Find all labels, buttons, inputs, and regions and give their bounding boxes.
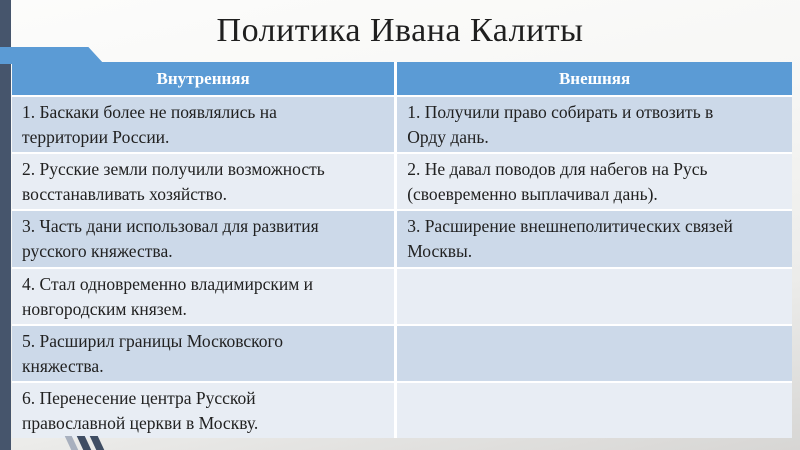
table-row bbox=[12, 269, 792, 324]
slash-mark-dark bbox=[77, 436, 92, 450]
table-row bbox=[12, 97, 792, 152]
table-cell-external: 3. Расширение внешнеполитических связей Москвы. bbox=[397, 211, 792, 266]
table-cell-external bbox=[397, 383, 792, 438]
slide-title: Политика Ивана Калиты bbox=[216, 12, 584, 49]
table-header-row bbox=[12, 62, 792, 95]
slash-decoration bbox=[68, 436, 101, 450]
slash-mark-dark bbox=[90, 436, 105, 450]
table-cell-internal: 2. Русские земли получили возможность восстанавливать хозяйство. bbox=[12, 154, 394, 209]
table-row bbox=[12, 326, 792, 381]
slash-mark-light bbox=[65, 436, 79, 450]
table-cell-internal: 1. Баскаки более не появлялись на территории России. bbox=[12, 97, 394, 152]
table-cell-internal: 6. Перенесение центра Русской православной церкви в Москву. bbox=[12, 383, 394, 438]
table-row bbox=[12, 154, 792, 209]
column-header-external: Внешняя bbox=[397, 62, 792, 95]
column-header-internal: Внутренняя bbox=[12, 62, 394, 95]
table-row bbox=[12, 383, 792, 438]
table-cell-external: 2. Не давал поводов для набегов на Русь (своевременно выплачивал дань). bbox=[397, 154, 792, 209]
table-cell-external: 1. Получили право собирать и отвозить в Орду дань. bbox=[397, 97, 792, 152]
table-cell-internal: 3. Часть дани использовал для развития русского княжества. bbox=[12, 211, 394, 266]
table-cell-internal: 5. Расширил границы Московского княжества. bbox=[12, 326, 394, 381]
table-cell-external bbox=[397, 326, 792, 381]
table-cell-external bbox=[397, 269, 792, 324]
table-row bbox=[12, 211, 792, 266]
policy-table bbox=[12, 62, 792, 438]
table-cell-internal: 4. Стал одновременно владимирским и новгородским князем. bbox=[12, 269, 394, 324]
left-accent-bar bbox=[0, 0, 11, 450]
